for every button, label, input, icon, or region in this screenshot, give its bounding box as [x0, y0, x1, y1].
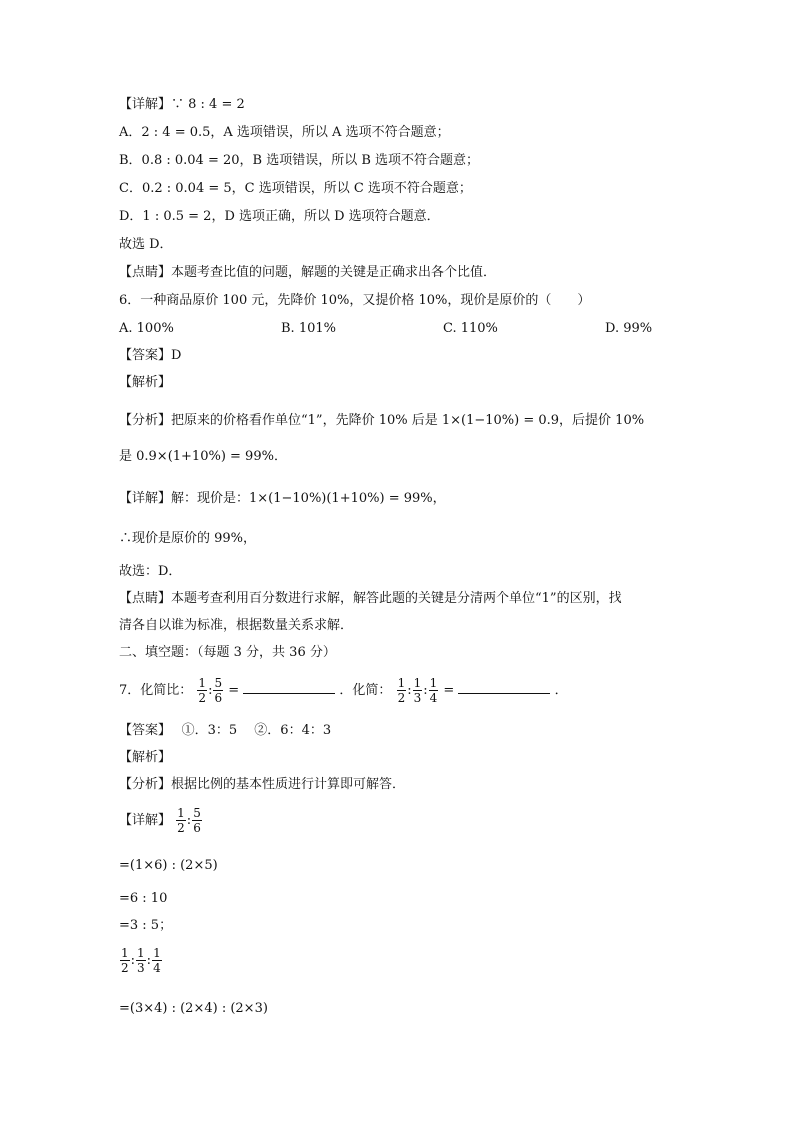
- fraction-1-2: $\frac{1}{2}$: [177, 806, 185, 835]
- q6-fenxi-line-1: 【分析】把原来的价格看作单位“1”，先降价 10% 后是 1×(1−10%) = 0.9，后提价 10%: [119, 413, 645, 428]
- option-b: B. 101%: [281, 321, 336, 336]
- fraction-1-2: $\frac{1}{2}$: [121, 946, 129, 975]
- option-d: D. 99%: [605, 321, 653, 336]
- fraction-5-6: $\frac{5}{6}$: [193, 806, 201, 835]
- fraction-1-3: $\frac{1}{3}$: [137, 946, 145, 975]
- q7-fenxi: 【分析】根据比例的基本性质进行计算即可解答．: [119, 777, 406, 792]
- q7-step-4: $\frac{1}{2}$ : $\frac{1}{3}$ : $\frac{1}{4}$: [121, 946, 161, 975]
- q6-answer: 【答案】D: [119, 348, 182, 363]
- fraction-1-3: $\frac{1}{3}$: [413, 676, 422, 705]
- option-d-analysis: D．1 : 0.5 = 2，D 选项正确，所以 D 选项符合题意．: [119, 209, 440, 224]
- q6-therefore: ∴现价是原价的 99%，: [119, 531, 257, 546]
- option-a-analysis: A．2 : 4 = 0.5，A 选项错误，所以 A 选项不符合题意；: [119, 125, 450, 140]
- q7-step-2: =6 : 10: [119, 891, 168, 906]
- q7-detail-start: 【详解】 $\frac{1}{2}$ : $\frac{5}{6}$: [119, 806, 201, 835]
- answer-blank-1[interactable]: [243, 681, 335, 694]
- q7-step-1: =(1×6) : (2×5): [119, 858, 218, 873]
- q6-comment-line-2: 清各自以谁为标准，根据数量关系求解．: [119, 618, 354, 633]
- choose-d: 故选 D．: [119, 237, 173, 252]
- fraction-1-4: $\frac{1}{4}$: [153, 946, 161, 975]
- fraction-1-2: $\frac{1}{2}$: [198, 676, 207, 705]
- option-c: C. 110%: [443, 321, 498, 336]
- option-a: A. 100%: [119, 321, 174, 336]
- q7-answer: 【答案】 ①．3：5 ②．6：4：3: [119, 723, 332, 738]
- comment-line: 【点睛】本题考查比值的问题，解题的关键是正确求出各个比值．: [119, 265, 497, 280]
- q7-step-3: =3 : 5；: [119, 918, 173, 933]
- detail-line-1: 【详解】∵ 8 : 4 = 2: [119, 97, 245, 112]
- q7-prefix: 7．化简比：: [119, 683, 193, 698]
- q6-jiexi: 【解析】: [119, 375, 172, 390]
- q6-comment-line-1: 【点睛】本题考查利用百分数进行求解，解答此题的关键是分清两个单位“1”的区别，找: [119, 591, 622, 606]
- q6-fenxi-line-2: 是 0.9×(1+10%) = 99%．: [119, 449, 287, 464]
- fraction-1-2: $\frac{1}{2}$: [397, 676, 406, 705]
- q7-step-5: =(3×4) : (2×4) : (2×3): [119, 1001, 268, 1016]
- q6-choose: 故选：D．: [119, 564, 182, 579]
- question-6-text: 6．一种商品原价 100 元，先降价 10%，又提价格 10%，现价是原价的（ ）: [119, 293, 591, 308]
- q7-jiexi: 【解析】: [119, 750, 172, 765]
- question-7-text: 7．化简比： $\frac{1}{2}$ : $\frac{5}{6}$ = ．化简： $\frac{1}{2}$ : $\frac{1}{3}$ : $\frac{1}{4}$ = ．: [119, 676, 568, 705]
- fraction-1-4: $\frac{1}{4}$: [429, 676, 438, 705]
- q6-detail: 【详解】解：现价是：1×(1−10%)(1+10%) = 99%，: [119, 491, 446, 506]
- section-2-heading: 二、填空题：（每题 3 分，共 36 分）: [119, 645, 336, 660]
- fraction-5-6: $\frac{5}{6}$: [214, 676, 223, 705]
- option-c-analysis: C．0.2 : 0.04 = 5，C 选项错误，所以 C 选项不符合题意；: [119, 181, 472, 196]
- option-b-analysis: B．0.8 : 0.04 = 20，B 选项错误，所以 B 选项不符合题意；: [119, 153, 480, 168]
- q7-detail-label: 【详解】: [119, 813, 172, 828]
- answer-blank-2[interactable]: [458, 681, 550, 694]
